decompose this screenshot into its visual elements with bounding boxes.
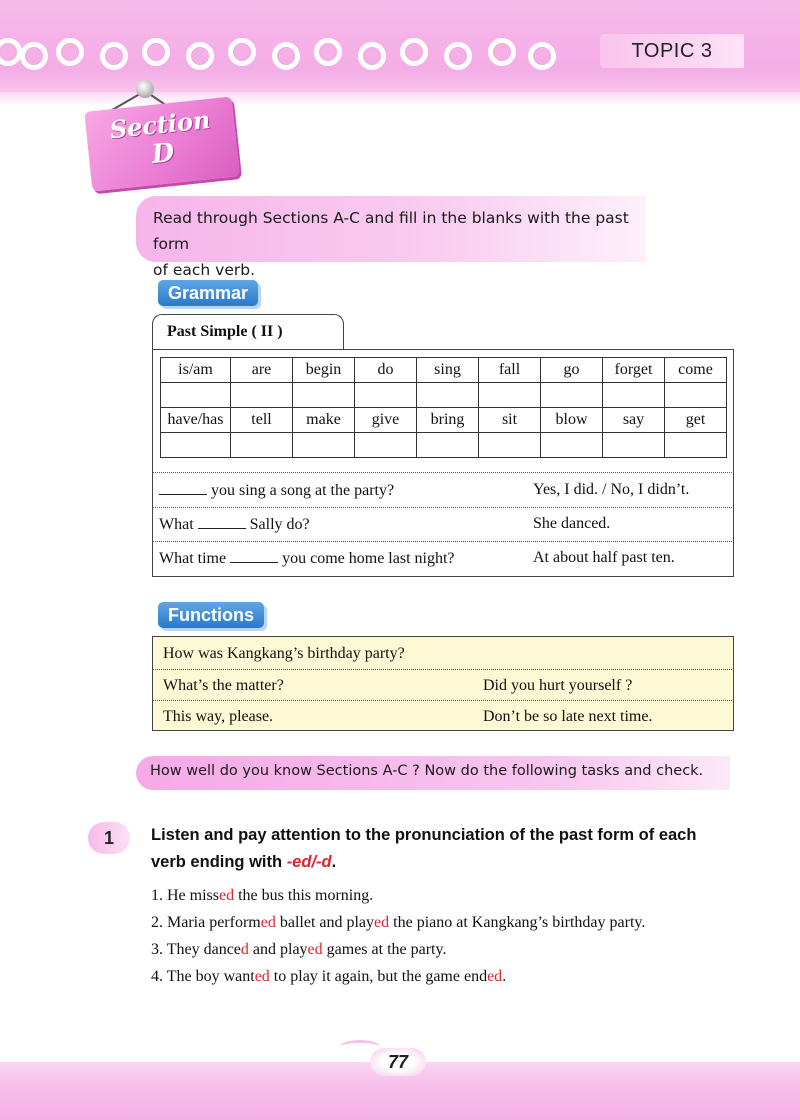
answer-cell[interactable] bbox=[161, 383, 231, 408]
sentence-answer: She danced. bbox=[533, 515, 611, 532]
ring-decoration bbox=[314, 38, 342, 66]
sentence-question bbox=[159, 481, 394, 500]
question-text: Sally do? bbox=[249, 516, 310, 533]
verb-cell: forget bbox=[603, 358, 665, 383]
answer-cell[interactable] bbox=[479, 383, 541, 408]
sentence-text: . bbox=[502, 968, 507, 985]
verb-cell: do bbox=[355, 358, 417, 383]
verb-cell: get bbox=[665, 408, 727, 433]
answer-cell[interactable] bbox=[541, 433, 603, 458]
verb-ending: ed bbox=[219, 887, 235, 904]
question-text: you sing a song at the party? bbox=[211, 482, 395, 499]
verb-cell: bring bbox=[417, 408, 479, 433]
task-title-ending: -ed/-d bbox=[286, 853, 332, 871]
answer-cell[interactable] bbox=[603, 383, 665, 408]
answer-cell[interactable] bbox=[665, 433, 727, 458]
sentence-text: the piano at Kangkang’s birthday party. bbox=[389, 914, 646, 931]
function-phrase: Don’t be so late next time. bbox=[483, 708, 653, 725]
verb-cell: tell bbox=[231, 408, 293, 433]
instruction-bar bbox=[136, 196, 646, 279]
sentence-text: to play it again, but the game end bbox=[269, 968, 488, 985]
question-text-before: What bbox=[159, 516, 194, 533]
verb-ending: ed bbox=[487, 968, 503, 985]
grammar-sentence-1 bbox=[159, 476, 729, 506]
answer-cell[interactable] bbox=[231, 433, 293, 458]
grammar-divider bbox=[153, 472, 732, 473]
ring-decoration bbox=[400, 38, 428, 66]
verb-row bbox=[161, 358, 727, 383]
task-number-badge: 1 bbox=[88, 822, 130, 854]
grammar-sentence-3 bbox=[159, 544, 729, 574]
task-sentence bbox=[151, 882, 741, 909]
section-letter: D bbox=[150, 137, 176, 171]
ring-decoration bbox=[488, 38, 516, 66]
verb-row bbox=[161, 408, 727, 433]
ring-decoration bbox=[142, 38, 170, 66]
answer-row bbox=[161, 383, 727, 408]
topic-label: TOPIC 3 bbox=[600, 34, 744, 68]
verb-cell: blow bbox=[541, 408, 603, 433]
verb-ending: ed bbox=[260, 914, 276, 931]
sentence-text: and play bbox=[248, 941, 308, 958]
answer-cell[interactable] bbox=[603, 433, 665, 458]
check-instruction-bar: How well do you know Sections A-C ? Now do the following tasks and check. bbox=[136, 756, 730, 790]
verb-table bbox=[160, 357, 727, 458]
task-sentence-list bbox=[151, 882, 741, 990]
functions-row-2 bbox=[153, 669, 732, 700]
task-title bbox=[151, 822, 733, 876]
pin-icon bbox=[136, 80, 154, 98]
instruction-line-1: Read through Sections A-C and fill in the blanks with the past form bbox=[153, 209, 629, 253]
sentence-text: games at the party. bbox=[322, 941, 447, 958]
verb-cell: sit bbox=[479, 408, 541, 433]
answer-cell[interactable] bbox=[541, 383, 603, 408]
answer-cell[interactable] bbox=[231, 383, 293, 408]
verb-cell: is/am bbox=[161, 358, 231, 383]
ring-decoration bbox=[272, 42, 300, 70]
answer-cell[interactable] bbox=[161, 433, 231, 458]
answer-cell[interactable] bbox=[355, 433, 417, 458]
verb-cell: say bbox=[603, 408, 665, 433]
verb-cell: fall bbox=[479, 358, 541, 383]
function-phrase: What’s the matter? bbox=[163, 677, 284, 694]
grammar-sentence-2 bbox=[159, 510, 729, 540]
task-sentence bbox=[151, 909, 741, 936]
verb-cell: begin bbox=[293, 358, 355, 383]
sentence-question bbox=[159, 549, 455, 568]
sentence-text: 3. They dance bbox=[151, 941, 241, 958]
function-phrase: Did you hurt yourself ? bbox=[483, 677, 633, 694]
section-word: Section bbox=[108, 104, 212, 145]
ring-decoration bbox=[0, 38, 22, 66]
functions-row-1 bbox=[153, 637, 732, 668]
verb-ending: ed bbox=[374, 914, 390, 931]
answer-blank[interactable] bbox=[159, 481, 207, 495]
function-phrase: This way, please. bbox=[163, 708, 274, 725]
sentence-question bbox=[159, 515, 310, 534]
answer-blank[interactable] bbox=[198, 515, 246, 529]
section-sign bbox=[84, 96, 240, 191]
sentence-text: the bus this morning. bbox=[234, 887, 374, 904]
sentence-text: 2. Maria perform bbox=[151, 914, 261, 931]
functions-label: Functions bbox=[158, 602, 264, 628]
sentence-text: 4. The boy want bbox=[151, 968, 255, 985]
answer-cell[interactable] bbox=[417, 383, 479, 408]
grammar-tab-title: Past Simple ( II ) bbox=[152, 314, 344, 352]
verb-cell: make bbox=[293, 408, 355, 433]
question-text: you come home last night? bbox=[282, 550, 455, 567]
verb-cell: have/has bbox=[161, 408, 231, 433]
ring-decoration bbox=[20, 42, 48, 70]
verb-cell: go bbox=[541, 358, 603, 383]
page-number: 77 bbox=[370, 1048, 426, 1076]
verb-cell: sing bbox=[417, 358, 479, 383]
function-phrase: How was Kangkang’s birthday party? bbox=[163, 645, 405, 662]
sentence-answer: Yes, I did. / No, I didn’t. bbox=[533, 481, 690, 498]
instruction-line-2: of each verb. bbox=[153, 261, 256, 279]
task-sentence bbox=[151, 963, 741, 990]
answer-cell[interactable] bbox=[355, 383, 417, 408]
verb-ending: d bbox=[240, 941, 249, 958]
question-text-before: What time bbox=[159, 550, 227, 567]
functions-box bbox=[152, 636, 734, 731]
ring-decoration bbox=[358, 42, 386, 70]
ring-decoration bbox=[100, 42, 128, 70]
grammar-divider bbox=[153, 541, 732, 542]
answer-cell[interactable] bbox=[665, 383, 727, 408]
ring-decoration bbox=[56, 38, 84, 66]
verb-cell: give bbox=[355, 408, 417, 433]
sentence-text: 1. He miss bbox=[151, 887, 219, 904]
task-sentence bbox=[151, 936, 741, 963]
task-title-period: . bbox=[331, 853, 337, 871]
answer-cell[interactable] bbox=[479, 433, 541, 458]
answer-cell[interactable] bbox=[293, 383, 355, 408]
sentence-text: ballet and play bbox=[275, 914, 375, 931]
grammar-divider bbox=[153, 507, 732, 508]
answer-row bbox=[161, 433, 727, 458]
sentence-answer: At about half past ten. bbox=[533, 549, 675, 566]
grammar-box bbox=[152, 349, 734, 577]
answer-blank[interactable] bbox=[230, 549, 278, 563]
ring-decoration bbox=[528, 42, 556, 70]
verb-ending: ed bbox=[307, 941, 323, 958]
ring-decoration bbox=[228, 38, 256, 66]
answer-cell[interactable] bbox=[417, 433, 479, 458]
verb-cell: come bbox=[665, 358, 727, 383]
decorative-rings bbox=[0, 36, 560, 70]
grammar-label: Grammar bbox=[158, 280, 258, 306]
answer-cell[interactable] bbox=[293, 433, 355, 458]
ring-decoration bbox=[186, 42, 214, 70]
verb-cell: are bbox=[231, 358, 293, 383]
task-title-text: Listen and pay attention to the pronunciation of the past form of each verb ending with bbox=[151, 826, 697, 871]
functions-row-3 bbox=[153, 700, 732, 731]
ring-decoration bbox=[444, 42, 472, 70]
verb-ending: ed bbox=[254, 968, 270, 985]
